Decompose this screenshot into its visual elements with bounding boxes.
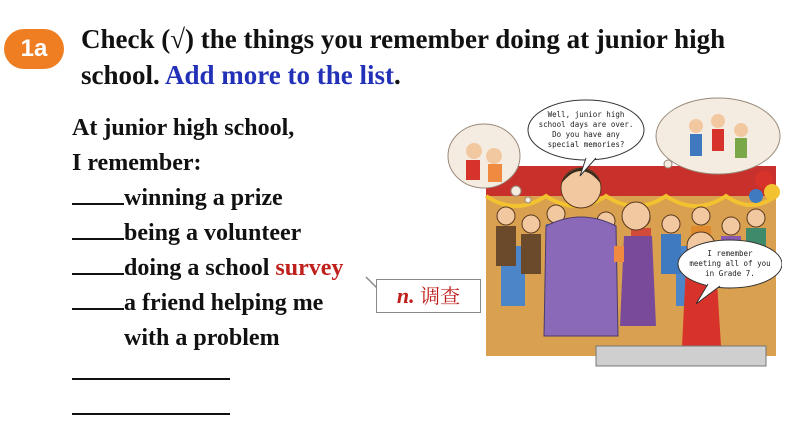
list-item	[72, 216, 343, 251]
party-illustration	[446, 96, 782, 401]
highlight-word: survey	[275, 255, 344, 281]
intro-line-1: At junior high school,	[72, 115, 295, 141]
bubble-1-line-2: school days are over.	[538, 120, 634, 129]
list-item	[72, 181, 343, 216]
list-item	[72, 286, 343, 321]
extra-answer-line	[72, 356, 343, 391]
instruction-text: Check (√) the things you remember doing at junior high school.	[81, 24, 726, 90]
check-blank[interactable]	[72, 181, 124, 205]
instruction-add-more: Add more to the list	[165, 60, 395, 90]
answer-blank[interactable]	[72, 391, 230, 415]
check-blank[interactable]	[72, 251, 124, 275]
bubble-2-line-3: in Grade 7.	[705, 269, 755, 278]
activity-badge: 1a	[4, 29, 64, 69]
item-continuation: with a problem	[124, 325, 280, 351]
part-of-speech: n.	[396, 283, 415, 308]
bubble-1-line-1: Well, junior high	[547, 110, 625, 119]
instruction-period: .	[394, 60, 401, 90]
instruction	[81, 21, 761, 93]
check-blank[interactable]	[72, 216, 124, 240]
item-text: winning a prize	[124, 185, 283, 211]
item-text: being a volunteer	[124, 220, 302, 246]
bubble-1-line-4: special memories?	[547, 140, 625, 149]
bubble-1-line-3: Do you have any	[552, 130, 620, 139]
chinese-meaning: 调查	[420, 284, 461, 308]
extra-answer-line	[72, 391, 343, 426]
item-text: a friend helping me	[124, 290, 324, 316]
bubble-2-line-1: I remember	[707, 249, 753, 258]
memory-list	[72, 111, 343, 426]
list-item	[72, 251, 343, 286]
check-blank[interactable]	[72, 286, 124, 310]
item-text: doing a school	[124, 255, 276, 281]
bubble-2-line-2: meeting all of you	[689, 259, 771, 268]
intro-line-2: I remember:	[72, 150, 202, 176]
answer-blank[interactable]	[72, 356, 230, 380]
